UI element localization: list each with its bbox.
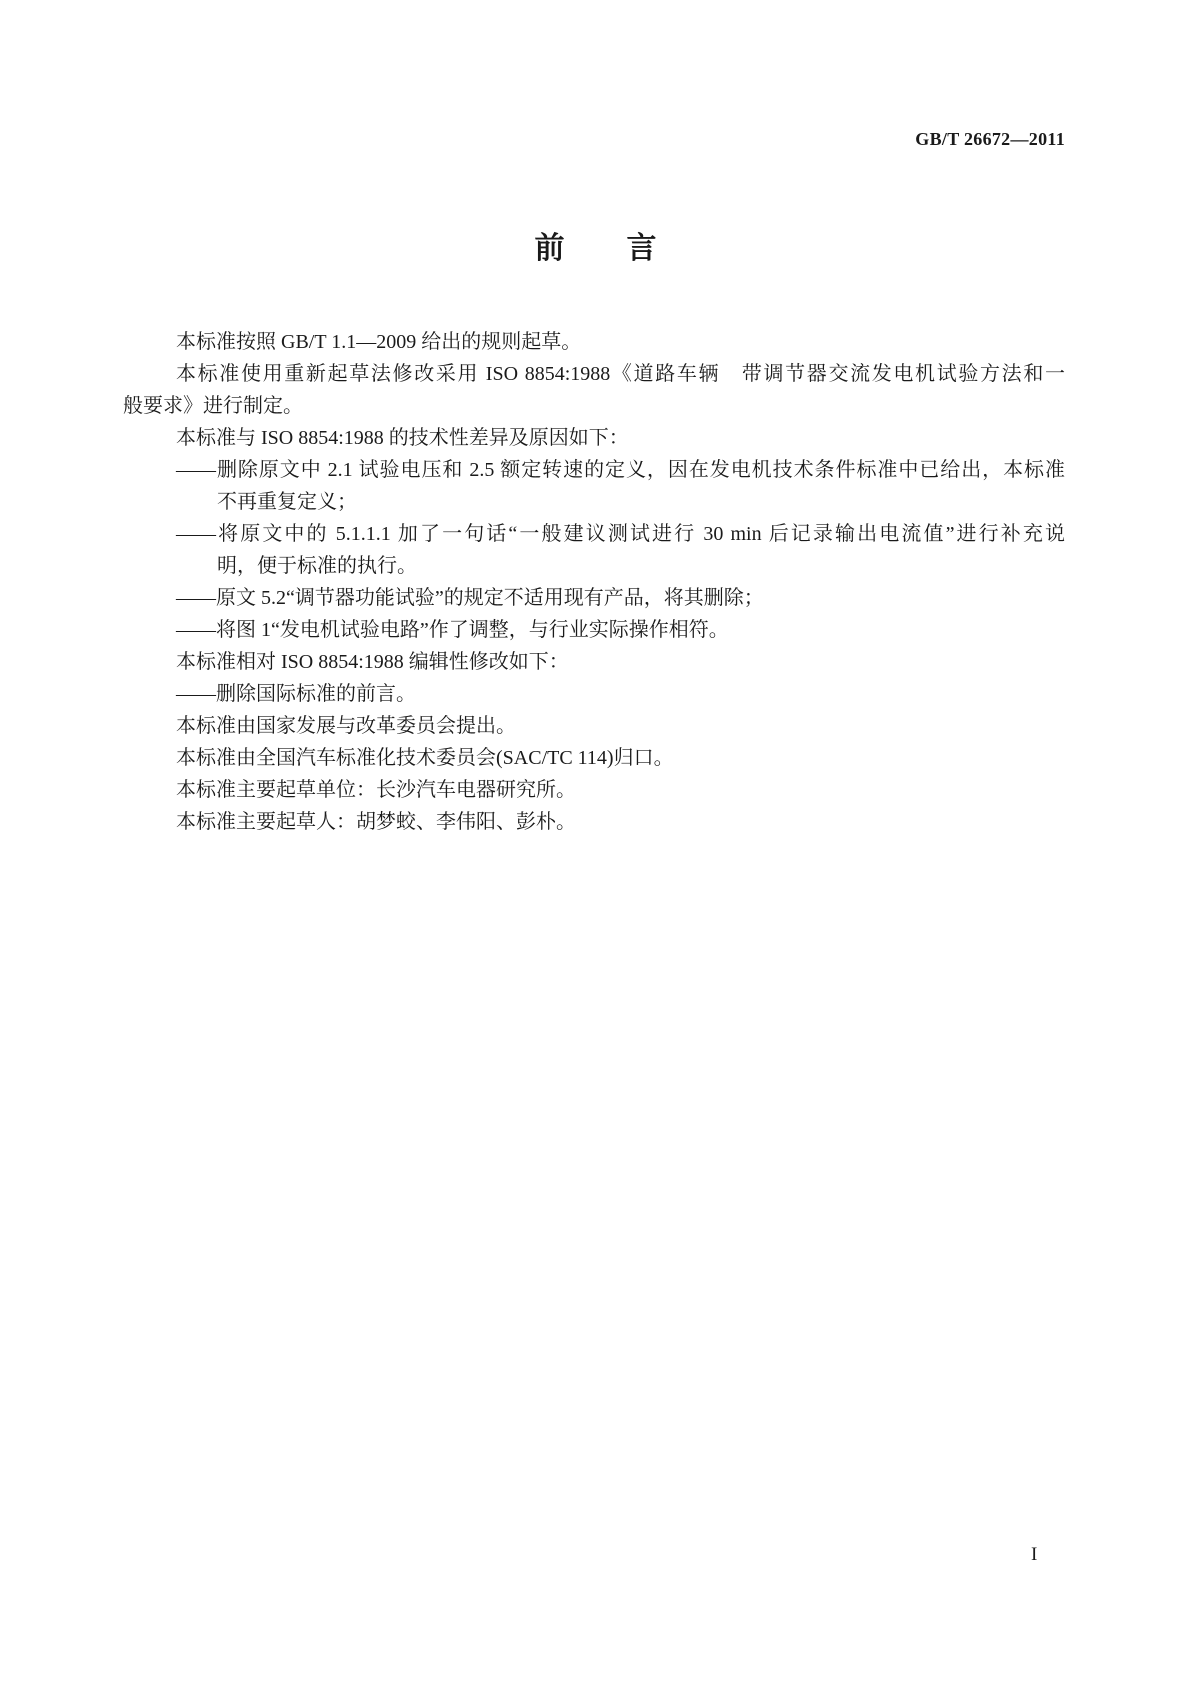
paragraph-line: 本标准由国家发展与改革委员会提出。 <box>176 715 516 737</box>
paragraph-line: 本标准相对 ISO 8854:1988 编辑性修改如下： <box>176 651 569 673</box>
list-item-line: ——将图 1“发电机试验电路”作了调整，与行业实际操作相符。 <box>176 619 729 641</box>
list-item-line: 明，便于标准的执行。 <box>217 555 417 577</box>
paragraph-line: 本标准使用重新起草法修改采用 ISO 8854:1988《道路车辆 带调节器交流发电机试验方法和一 <box>176 363 1065 385</box>
page-title: 前 言 <box>534 232 673 265</box>
page-number: I <box>1031 1544 1038 1565</box>
paragraph-line: 般要求》进行制定。 <box>123 395 303 417</box>
list-item-line: ——删除国际标准的前言。 <box>176 683 416 705</box>
paragraph-line: 本标准与 ISO 8854:1988 的技术性差异及原因如下： <box>176 427 629 449</box>
paragraph-line: 本标准按照 GB/T 1.1—2009 给出的规则起草。 <box>176 331 582 353</box>
list-item-line: ——删除原文中 2.1 试验电压和 2.5 额定转速的定义，因在发电机技术条件标准中已给出，本标准 <box>176 459 1065 481</box>
paragraph-line: 本标准主要起草人：胡梦蛟、李伟阳、彭朴。 <box>176 811 576 833</box>
list-item-line: ——将原文中的 5.1.1.1 加了一句话“一般建议测试进行 30 min 后记录输出电流值”进行补充说 <box>176 523 1065 545</box>
standard-number: GB/T 26672—2011 <box>915 129 1065 149</box>
paragraph-line: 本标准由全国汽车标准化技术委员会(SAC/TC 114)归口。 <box>176 747 674 769</box>
paragraph-line: 本标准主要起草单位：长沙汽车电器研究所。 <box>176 779 576 801</box>
list-item-line: ——原文 5.2“调节器功能试验”的规定不适用现有产品，将其删除； <box>176 587 764 609</box>
list-item-line: 不再重复定义； <box>217 491 357 513</box>
